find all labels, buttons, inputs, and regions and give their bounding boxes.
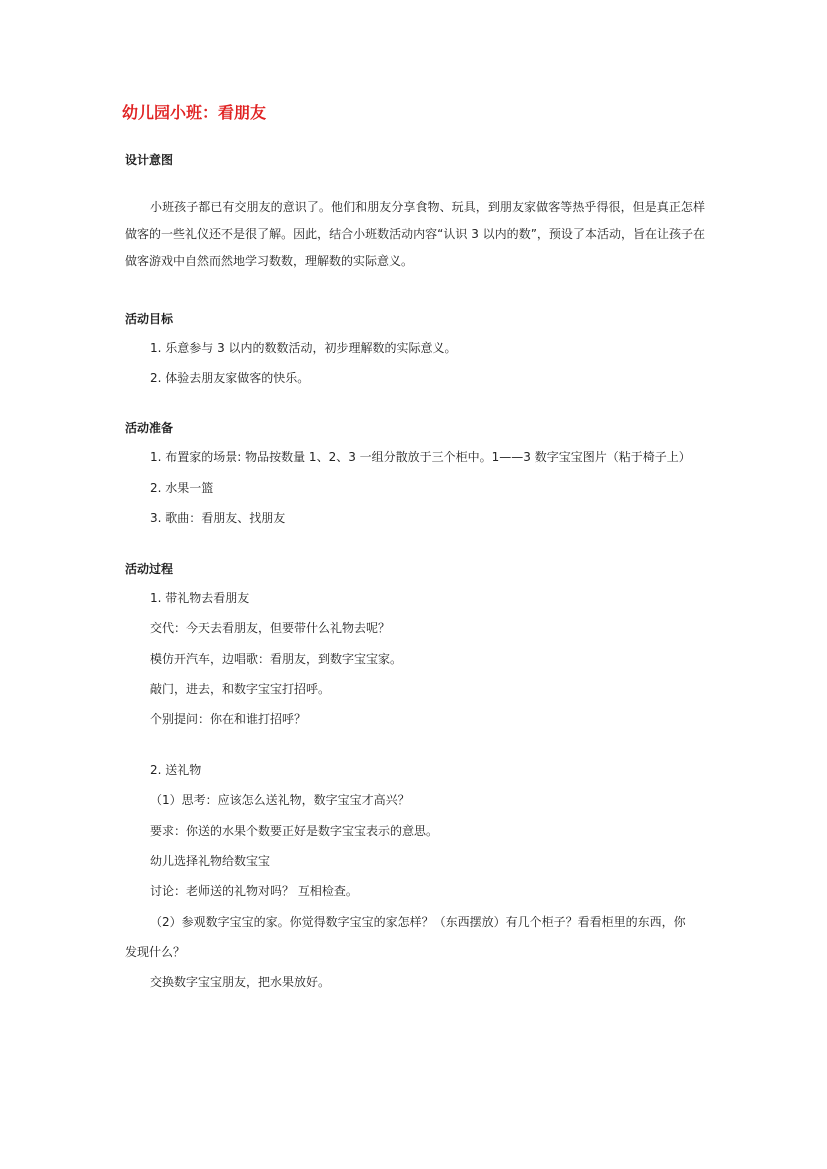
goal-item: 2. 体验去朋友家做客的快乐。 [150,371,310,385]
step-line: 交代：今天去看朋友，但要带什么礼物去呢？ [150,621,391,635]
heading-process: 活动过程 [125,562,174,576]
step-line: （1）思考：应该怎么送礼物，数字宝宝才高兴？ [150,793,410,807]
heading-design-intent: 设计意图 [125,153,174,167]
heading-preparation: 活动准备 [125,421,174,435]
prep-item: 1. 布置家的场景: 物品按数量 1、2、3 一组分散放于三个柜中。1——3 数字宝宝图片（粘于椅子上） [150,450,691,464]
step-line: 幼儿选择礼物给数宝宝 [150,854,271,868]
step-line: 发现什么？ [125,945,186,959]
design-intent-paragraph: 小班孩子都已有交朋友的意识了。他们和朋友分享食物、玩具，到朋友家做客等热乎得很，但是真正怎样做客的一些礼仪还不是很了解。因此，结合小班数活动内容“认识 3 以内的数”，预设了本活动，旨在让孩子在做客游戏中自然而然地学习数数，理解数的实际意义。 [125,200,705,268]
document-title: 幼儿园小班：看朋友 [122,103,267,122]
prep-item: 3. 歌曲：看朋友、找朋友 [150,511,286,525]
step-line: 交换数字宝宝朋友，把水果放好。 [150,975,331,989]
step-label: 2. 送礼物 [150,763,202,777]
step-line: 敲门，进去，和数字宝宝打招呼。 [150,682,331,696]
step-line: 个别提问：你在和谁打招呼？ [150,712,307,726]
prep-item: 2. 水果一篮 [150,481,214,495]
step-line: （2）参观数字宝宝的家。你觉得数字宝宝的家怎样？（东西摆放）有几个柜子？看看柜里的东西，你 [150,915,686,929]
step-label: 1. 带礼物去看朋友 [150,591,250,605]
step-line: 模仿开汽车，边唱歌：看朋友，到数字宝宝家。 [150,652,403,666]
heading-goals: 活动目标 [125,312,174,326]
step-line: 讨论：老师送的礼物对吗？ 互相检查。 [150,884,358,898]
step-line: 要求：你送的水果个数要正好是数字宝宝表示的意思。 [150,824,439,838]
goal-item: 1. 乐意参与 3 以内的数数活动，初步理解数的实际意义。 [150,341,457,355]
